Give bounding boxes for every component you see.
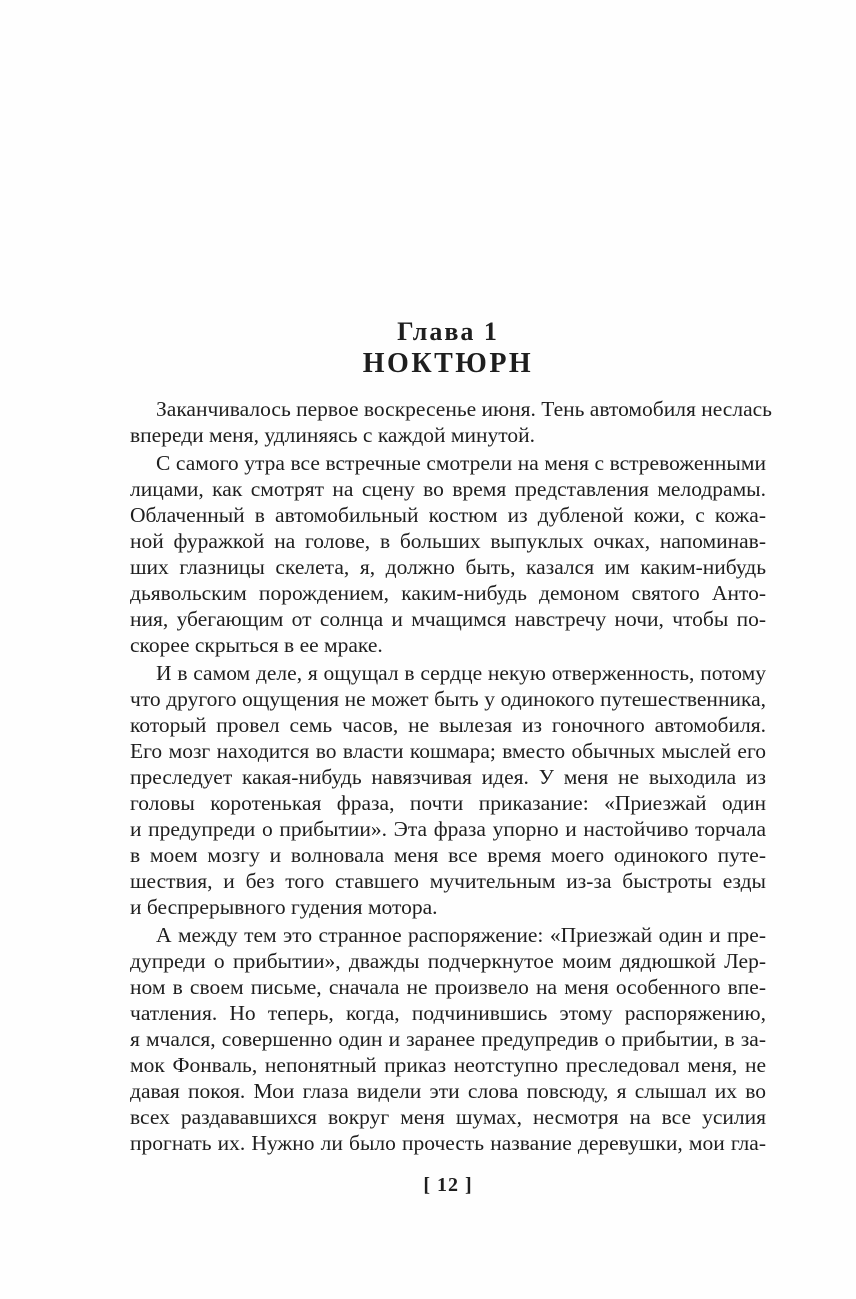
text-line: который провел семь часов, не вылезая из гоночного автомобиля. bbox=[130, 713, 766, 737]
text-line: и беспрерывного гудения мотора. bbox=[130, 895, 438, 919]
text-line: впереди меня, удлиняясь с каждой минутой. bbox=[130, 423, 536, 447]
body-text bbox=[130, 396, 772, 1156]
text-line: мок Фонваль, непонятный приказ неотступно преследовал меня, не bbox=[130, 1053, 766, 1077]
text-line: в моем мозгу и волновала меня все время моего одинокого путе- bbox=[130, 843, 766, 867]
text-line: лицами, как смотрят на сцену во время представления мелодрамы. bbox=[130, 477, 766, 501]
text-line: дьявольским порождением, каким-нибудь демоном святого Анто- bbox=[130, 581, 766, 605]
paragraph bbox=[130, 922, 766, 1156]
text-line: что другого ощущения не может быть у одинокого путешественника, bbox=[130, 687, 766, 711]
text-line: скорее скрыться в ее мраке. bbox=[130, 633, 383, 657]
text-line: всех раздававшихся вокруг меня шумах, несмотря на все усилия bbox=[130, 1105, 766, 1129]
text-line: головы коротенькая фраза, почти приказание: «Приезжай один bbox=[130, 791, 766, 815]
text-line: шествия, и без того ставшего мучительным из-за быстроты езды bbox=[130, 869, 766, 893]
text-line: Его мозг находится во власти кошмара; вместо обычных мыслей его bbox=[130, 739, 766, 763]
text-line: ной фуражкой на голове, в больших выпуклых очках, напоминав- bbox=[130, 529, 766, 553]
text-line: я мчался, совершенно один и заранее предупредив о прибытии, в за- bbox=[130, 1027, 766, 1051]
text-line: и предупреди о прибытии». Эта фраза упорно и настойчиво торчала bbox=[130, 817, 766, 841]
text-line: И в самом деле, я ощущал в сердце некую отверженность, потому bbox=[156, 661, 766, 685]
paragraph bbox=[130, 450, 766, 658]
paragraph bbox=[130, 396, 772, 448]
text-line: преследует какая-нибудь навязчивая идея. У меня не выходила из bbox=[130, 765, 766, 789]
text-line: Облаченный в автомобильный костюм из дубленой кожи, с кожа- bbox=[130, 503, 766, 527]
text-line: ном в своем письме, сначала не произвело на меня особенного впе- bbox=[130, 975, 766, 999]
chapter-heading: Глава 1 bbox=[397, 317, 499, 346]
text-line: С самого утра все встречные смотрели на меня с встревоженными bbox=[156, 451, 766, 475]
text-line: Заканчивалось первое воскресенье июня. Тень автомобиля неслась bbox=[156, 397, 772, 421]
text-line: прогнать их. Нужно ли было прочесть название деревушки, мои гла- bbox=[130, 1131, 766, 1155]
text-line: чатления. Но теперь, когда, подчинившись этому распоряжению, bbox=[130, 1001, 766, 1025]
text-line: ших глазницы скелета, я, должно быть, казался им каким-нибудь bbox=[130, 555, 766, 579]
text-line: ния, убегающим от солнца и мчащимся навстречу ночи, чтобы по- bbox=[130, 607, 766, 631]
page-number: [ 12 ] bbox=[423, 1174, 473, 1196]
text-line: А между тем это странное распоряжение: «Приезжай один и пре- bbox=[156, 923, 766, 947]
text-line: дупреди о прибытии», дважды подчеркнутое моим дядюшкой Лер- bbox=[130, 949, 766, 973]
text-line: давая покоя. Мои глаза видели эти слова повсюду, я слышал их во bbox=[130, 1079, 766, 1103]
paragraph bbox=[130, 660, 766, 920]
chapter-title: НОКТЮРН bbox=[362, 348, 534, 379]
